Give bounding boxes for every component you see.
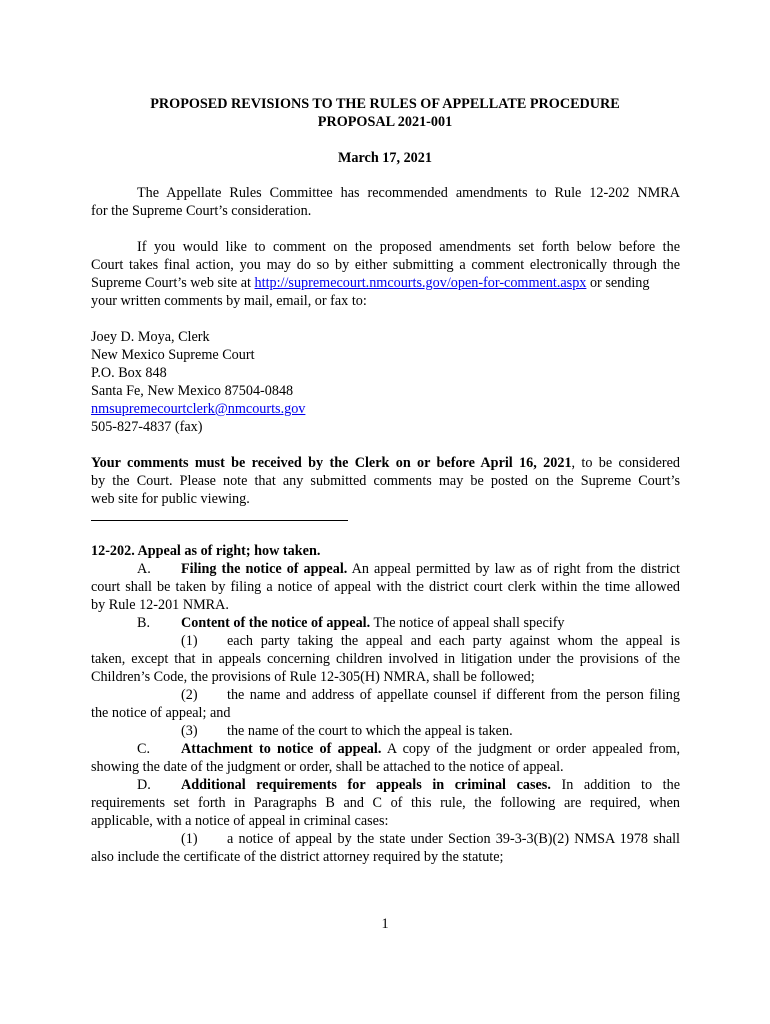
item-b1-line-3: Children’s Code, the provisions of Rule 12-305(H) NMRA, shall be followed;: [91, 669, 535, 685]
fax-number: 505-827-4837 (fax): [91, 419, 203, 435]
document-date: March 17, 2021: [338, 150, 432, 166]
po-box: P.O. Box 848: [91, 365, 167, 381]
city-state-zip: Santa Fe, New Mexico 87504-0848: [91, 383, 294, 399]
intro-paragraph-2-line-3: Supreme Court’s web site at http://supremecourt.nmcourts.gov/open-for-comment.aspx or sending: [91, 275, 650, 291]
item-d1-line-1: (1) a notice of appeal by the state under Section 39-3-3(B)(2) NMSA 1978 shall: [181, 831, 680, 847]
paragraph-d-line-1: D. Additional requirements for appeals in criminal cases. In addition to the: [137, 777, 680, 793]
deadline-notice-line-2: by the Court. Please note that any submitted comments may be posted on the Supreme Court’s: [91, 473, 680, 489]
rule-heading: 12-202. Appeal as of right; how taken.: [91, 543, 321, 559]
item-b3-line-1: (3) the name of the court to which the appeal is taken.: [181, 723, 513, 739]
intro-paragraph-1-line-1: The Appellate Rules Committee has recommended amendments to Rule 12-202 NMRA: [137, 185, 680, 201]
deadline-notice-line-1: Your comments must be received by the Clerk on or before April 16, 2021, to be considered: [91, 455, 680, 471]
intro-paragraph-1-line-2: for the Supreme Court’s consideration.: [91, 203, 312, 219]
page-number: 1: [381, 916, 389, 932]
section-divider: [91, 520, 348, 521]
proposal-number: PROPOSAL 2021-001: [317, 114, 453, 130]
item-b1-line-2: taken, except that in appeals concerning children involved in litigation under the provisions of the: [91, 651, 680, 667]
item-b2-line-2: the notice of appeal; and: [91, 705, 231, 721]
deadline-notice-line-3: web site for public viewing.: [91, 491, 250, 507]
paragraph-a-line-3: by Rule 12-201 NMRA.: [91, 597, 229, 613]
intro-paragraph-2-line-4: your written comments by mail, email, or fax to:: [91, 293, 367, 309]
item-b1-line-1: (1) each party taking the appeal and each party against whom the appeal is: [181, 633, 680, 649]
document-title: PROPOSED REVISIONS TO THE RULES OF APPELLATE PROCEDURE: [150, 96, 620, 112]
paragraph-a-line-1: A. Filing the notice of appeal. An appeal permitted by law as of right from the district: [137, 561, 680, 577]
clerk-email-link[interactable]: nmsupremecourtclerk@nmcourts.gov: [91, 401, 306, 417]
clerk-name: Joey D. Moya, Clerk: [91, 329, 210, 345]
court-name: New Mexico Supreme Court: [91, 347, 255, 363]
item-d1-line-2: also include the certificate of the district attorney required by the statute;: [91, 849, 504, 865]
open-for-comment-link[interactable]: http://supremecourt.nmcourts.gov/open-for-comment.aspx: [254, 275, 587, 291]
paragraph-c-line-1: C. Attachment to notice of appeal. A copy of the judgment or order appealed from,: [137, 741, 681, 757]
clerk-email: [91, 400, 305, 418]
intro-paragraph-2-line-1: If you would like to comment on the proposed amendments set forth below before the: [137, 239, 680, 255]
intro-paragraph-2-line-2: Court takes final action, you may do so by either submitting a comment electronically through the: [91, 257, 680, 273]
paragraph-d-line-2: requirements set forth in Paragraphs B and C of this rule, the following are required, when: [91, 795, 680, 811]
paragraph-c-line-2: showing the date of the judgment or order, shall be attached to the notice of appeal.: [91, 759, 564, 775]
paragraph-a-line-2: court shall be taken by filing a notice of appeal with the district court clerk within the time allowed: [91, 579, 680, 595]
paragraph-b-line-1: B. Content of the notice of appeal. The notice of appeal shall specify: [137, 615, 565, 631]
paragraph-d-line-3: applicable, with a notice of appeal in criminal cases:: [91, 813, 389, 829]
item-b2-line-1: (2) the name and address of appellate counsel if different from the person filing: [181, 687, 680, 703]
